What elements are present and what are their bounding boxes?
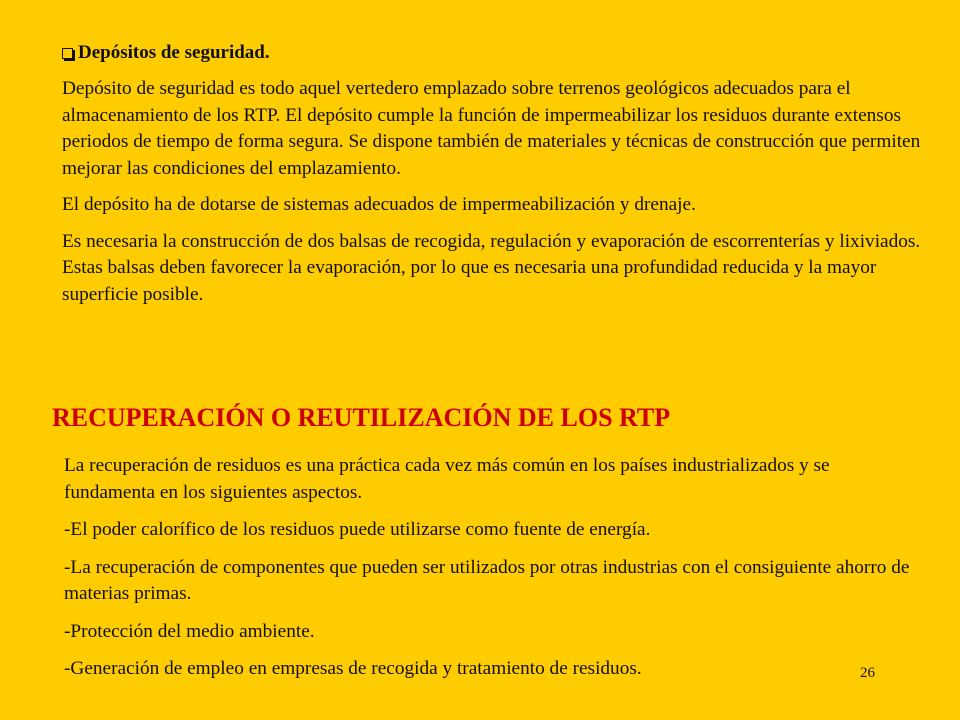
list-item: -Protección del medio ambiente. xyxy=(64,620,315,642)
list-item: -Generación de empleo en empresas de recogida y tratamiento de residuos. xyxy=(64,658,642,679)
section-recuperacion xyxy=(64,453,924,694)
paragraph: Depósito de seguridad es todo aquel vertedero emplazado sobre terrenos geológicos adecuados para el almacenamiento de los RTP. El depósito cumple la función de impermeabilizar los residuos durante extensos periodos de tiempo de forma segura. Se dispone también de materiales y técnicas de construcción que permiten mejorar las condiciones del emplazamiento. xyxy=(62,78,921,179)
paragraph: Es necesaria la construcción de dos balsas de recogida, regulación y evaporación de escorrenterías y lixiviados. Estas balsas deben favorecer la evaporación, por lo que es necesaria una profundidad reducida y la mayor superficie posible. xyxy=(62,230,921,305)
section-title: RECUPERACIÓN O REUTILIZACIÓN DE LOS RTP xyxy=(52,403,671,432)
paragraph: El depósito ha de dotarse de sistemas adecuados de impermeabilización y drenaje. xyxy=(62,194,696,215)
list-item: -La recuperación de componentes que pueden ser utilizados por otras industrias con el consiguiente ahorro de materias primas. xyxy=(64,556,910,604)
checkbox-bullet-icon xyxy=(62,48,73,59)
page-number: 26 xyxy=(860,665,875,681)
section-heading-text: Depósitos de seguridad. xyxy=(78,42,270,63)
list-item: -El poder calorífico de los residuos puede utilizarse como fuente de energía. xyxy=(64,519,651,540)
section-heading xyxy=(62,40,922,66)
paragraph: La recuperación de residuos es una práctica cada vez más común en los países industrializados y se fundamenta en los siguientes aspectos. xyxy=(64,455,830,503)
section-depositos xyxy=(62,40,922,318)
